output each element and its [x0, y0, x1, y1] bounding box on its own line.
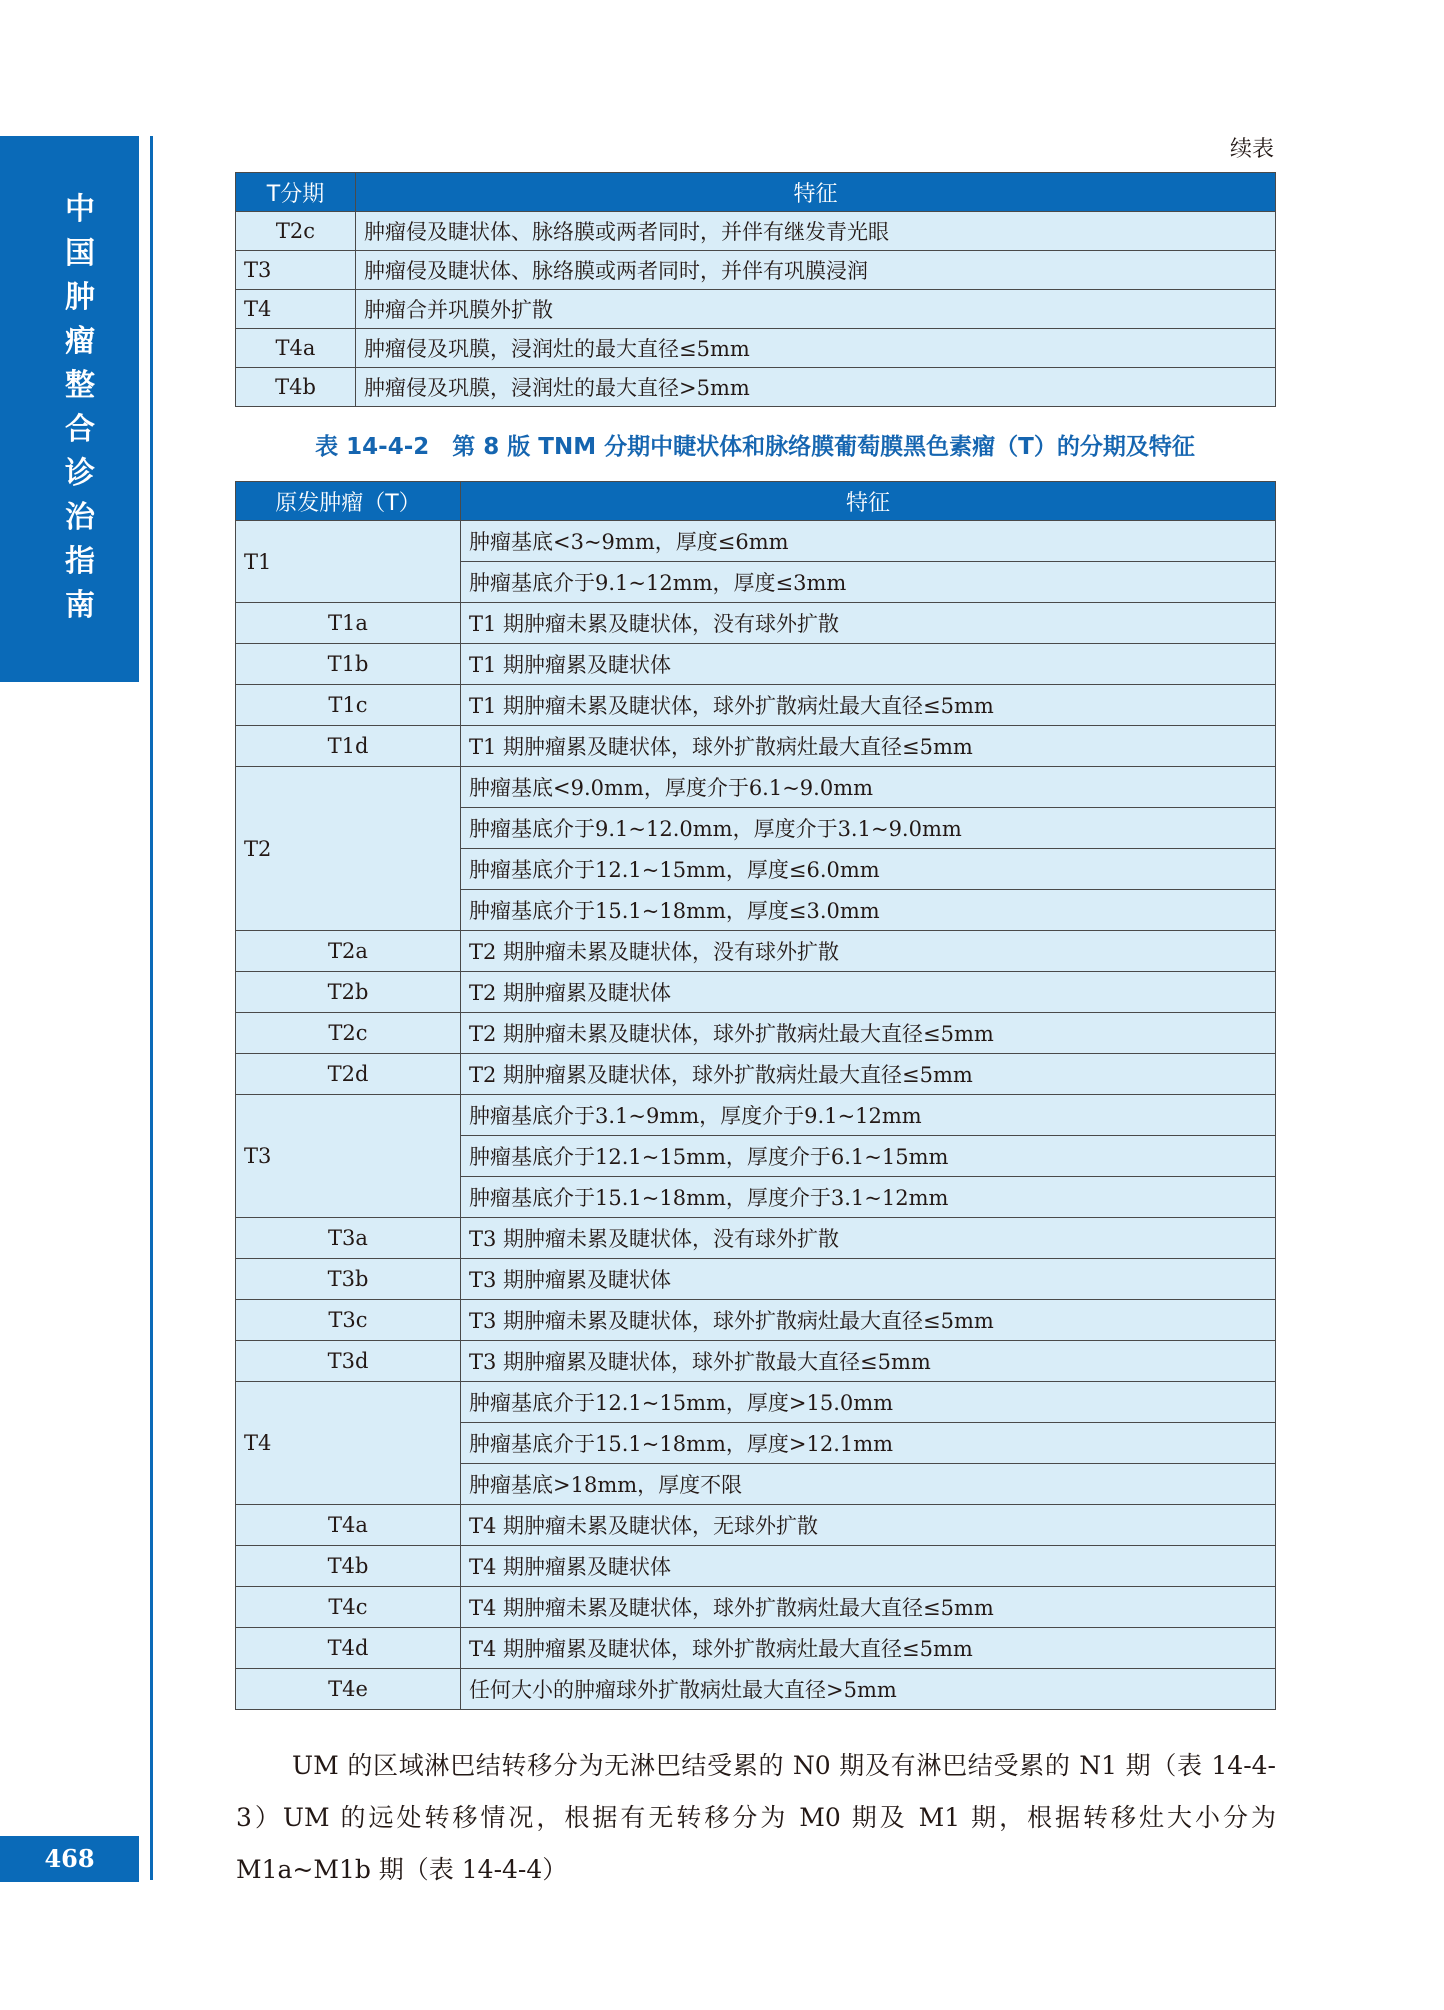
sidebar-title-char: 治 [65, 500, 95, 535]
table-row [236, 931, 1276, 972]
table-row [236, 726, 1276, 767]
sidebar-title-char: 指 [65, 544, 95, 579]
stage-code-cell: T1a [236, 603, 461, 644]
table-row [236, 251, 1276, 290]
table-row [236, 521, 1276, 562]
feature-cell: T2 期肿瘤累及睫状体，球外扩散病灶最大直径≤5mm [461, 1054, 1276, 1095]
body-paragraph: UM 的区域淋巴结转移分为无淋巴结受累的 N0 期及有淋巴结受累的 N1 期（表 14-4-3）UM 的远处转移情况，根据有无转移分为 M0 期及 M1 期，根据转移灶大小分为 M1a~M1b 期（表 14-4-4） [236, 1751, 1276, 1884]
feature-cell: 肿瘤基底介于9.1~12mm，厚度≤3mm [461, 562, 1276, 603]
stage-code-cell: T3a [236, 1218, 461, 1259]
stage-code-cell: T2c [236, 212, 356, 251]
tnm-t-stage-table [235, 481, 1276, 1710]
stage-code-cell: T2a [236, 931, 461, 972]
column-header-feature: 特征 [461, 482, 1276, 521]
stage-code-cell: T2 [236, 767, 461, 931]
table-row [236, 972, 1276, 1013]
stage-code-cell: T3d [236, 1341, 461, 1382]
stage-code-cell: T3 [236, 251, 356, 290]
stage-code-cell: T1d [236, 726, 461, 767]
stage-code-cell: T4e [236, 1669, 461, 1710]
feature-cell: T3 期肿瘤累及睫状体，球外扩散最大直径≤5mm [461, 1341, 1276, 1382]
sidebar-title-char: 诊 [65, 456, 95, 491]
table-header-row [236, 482, 1276, 521]
feature-cell: 肿瘤基底介于15.1~18mm，厚度介于3.1~12mm [461, 1177, 1276, 1218]
table-row [236, 685, 1276, 726]
stage-code-cell: T4 [236, 290, 356, 329]
stage-code-cell: T2d [236, 1054, 461, 1095]
sidebar-title-char: 合 [65, 412, 95, 447]
page-number: 468 [0, 1836, 139, 1882]
sidebar-title-char: 瘤 [65, 324, 95, 359]
margin-rule [150, 136, 153, 1880]
column-header-primary-tumor: 原发肿瘤（T） [236, 482, 461, 521]
continued-label: 续表 [1229, 137, 1274, 162]
stage-code-cell: T1c [236, 685, 461, 726]
table-row [236, 1669, 1276, 1710]
table-row [236, 1054, 1276, 1095]
table-row [236, 1300, 1276, 1341]
body-text [236, 1740, 1276, 1896]
feature-cell: 肿瘤基底介于9.1~12.0mm，厚度介于3.1~9.0mm [461, 808, 1276, 849]
feature-cell: T1 期肿瘤未累及睫状体，没有球外扩散 [461, 603, 1276, 644]
table-row [236, 1013, 1276, 1054]
feature-cell: 肿瘤合并巩膜外扩散 [356, 290, 1276, 329]
sidebar-title-char: 国 [65, 236, 95, 271]
stage-code-cell: T4 [236, 1382, 461, 1505]
feature-cell: T3 期肿瘤未累及睫状体，球外扩散病灶最大直径≤5mm [461, 1300, 1276, 1341]
column-header-feature: 特征 [356, 173, 1276, 212]
feature-cell: 肿瘤基底<9.0mm，厚度介于6.1~9.0mm [461, 767, 1276, 808]
feature-cell: T2 期肿瘤累及睫状体 [461, 972, 1276, 1013]
sidebar-title-char: 南 [65, 588, 95, 623]
table-row [236, 644, 1276, 685]
table-row [236, 1546, 1276, 1587]
sidebar-title-char: 整 [65, 368, 95, 403]
table-row [236, 1382, 1276, 1423]
table-row [236, 1259, 1276, 1300]
feature-cell: 肿瘤侵及巩膜，浸润灶的最大直径≤5mm [356, 329, 1276, 368]
feature-cell: 肿瘤基底介于12.1~15mm，厚度介于6.1~15mm [461, 1136, 1276, 1177]
table-row [236, 290, 1276, 329]
feature-cell: 肿瘤基底>18mm，厚度不限 [461, 1464, 1276, 1505]
table-row [236, 368, 1276, 407]
sidebar-title-char: 肿 [65, 280, 95, 315]
feature-cell: 肿瘤侵及巩膜，浸润灶的最大直径>5mm [356, 368, 1276, 407]
feature-cell: 肿瘤基底介于12.1~15mm，厚度≤6.0mm [461, 849, 1276, 890]
t-stage-table-continued [235, 172, 1276, 407]
feature-cell: 肿瘤基底介于15.1~18mm，厚度>12.1mm [461, 1423, 1276, 1464]
stage-code-cell: T1 [236, 521, 461, 603]
table-row [236, 212, 1276, 251]
feature-cell: T4 期肿瘤累及睫状体，球外扩散病灶最大直径≤5mm [461, 1628, 1276, 1669]
stage-code-cell: T4b [236, 1546, 461, 1587]
feature-cell: 肿瘤基底介于15.1~18mm，厚度≤3.0mm [461, 890, 1276, 931]
table-row [236, 767, 1276, 808]
feature-cell: 肿瘤侵及睫状体、脉络膜或两者同时，并伴有巩膜浸润 [356, 251, 1276, 290]
stage-code-cell: T3c [236, 1300, 461, 1341]
table-row [236, 1505, 1276, 1546]
feature-cell: T1 期肿瘤未累及睫状体，球外扩散病灶最大直径≤5mm [461, 685, 1276, 726]
table-caption: 表 14-4-2 第 8 版 TNM 分期中睫状体和脉络膜葡萄膜黑色素瘤（T）的分期及特征 [315, 434, 1195, 460]
column-header-t-stage: T分期 [236, 173, 356, 212]
feature-cell: 肿瘤基底<3~9mm，厚度≤6mm [461, 521, 1276, 562]
table-header-row [236, 173, 1276, 212]
feature-cell: T4 期肿瘤累及睫状体 [461, 1546, 1276, 1587]
feature-cell: T4 期肿瘤未累及睫状体，无球外扩散 [461, 1505, 1276, 1546]
stage-code-cell: T4c [236, 1587, 461, 1628]
sidebar-title-char: 中 [65, 192, 95, 227]
table-row [236, 329, 1276, 368]
stage-code-cell: T4b [236, 368, 356, 407]
feature-cell: T3 期肿瘤未累及睫状体，没有球外扩散 [461, 1218, 1276, 1259]
feature-cell: T3 期肿瘤累及睫状体 [461, 1259, 1276, 1300]
feature-cell: 任何大小的肿瘤球外扩散病灶最大直径>5mm [461, 1669, 1276, 1710]
feature-cell: T4 期肿瘤未累及睫状体，球外扩散病灶最大直径≤5mm [461, 1587, 1276, 1628]
table-row [236, 1095, 1276, 1136]
stage-code-cell: T4a [236, 329, 356, 368]
table-row [236, 1218, 1276, 1259]
table-row [236, 1341, 1276, 1382]
feature-cell: 肿瘤侵及睫状体、脉络膜或两者同时，并伴有继发青光眼 [356, 212, 1276, 251]
feature-cell: 肿瘤基底介于12.1~15mm，厚度>15.0mm [461, 1382, 1276, 1423]
stage-code-cell: T4d [236, 1628, 461, 1669]
table-row [236, 1587, 1276, 1628]
feature-cell: 肿瘤基底介于3.1~9mm，厚度介于9.1~12mm [461, 1095, 1276, 1136]
stage-code-cell: T3 [236, 1095, 461, 1218]
feature-cell: T2 期肿瘤未累及睫状体，没有球外扩散 [461, 931, 1276, 972]
feature-cell: T2 期肿瘤未累及睫状体，球外扩散病灶最大直径≤5mm [461, 1013, 1276, 1054]
feature-cell: T1 期肿瘤累及睫状体，球外扩散病灶最大直径≤5mm [461, 726, 1276, 767]
feature-cell: T1 期肿瘤累及睫状体 [461, 644, 1276, 685]
stage-code-cell: T1b [236, 644, 461, 685]
stage-code-cell: T4a [236, 1505, 461, 1546]
stage-code-cell: T3b [236, 1259, 461, 1300]
table-row [236, 1628, 1276, 1669]
stage-code-cell: T2c [236, 1013, 461, 1054]
stage-code-cell: T2b [236, 972, 461, 1013]
sidebar-book-title [55, 188, 105, 628]
table-row [236, 603, 1276, 644]
